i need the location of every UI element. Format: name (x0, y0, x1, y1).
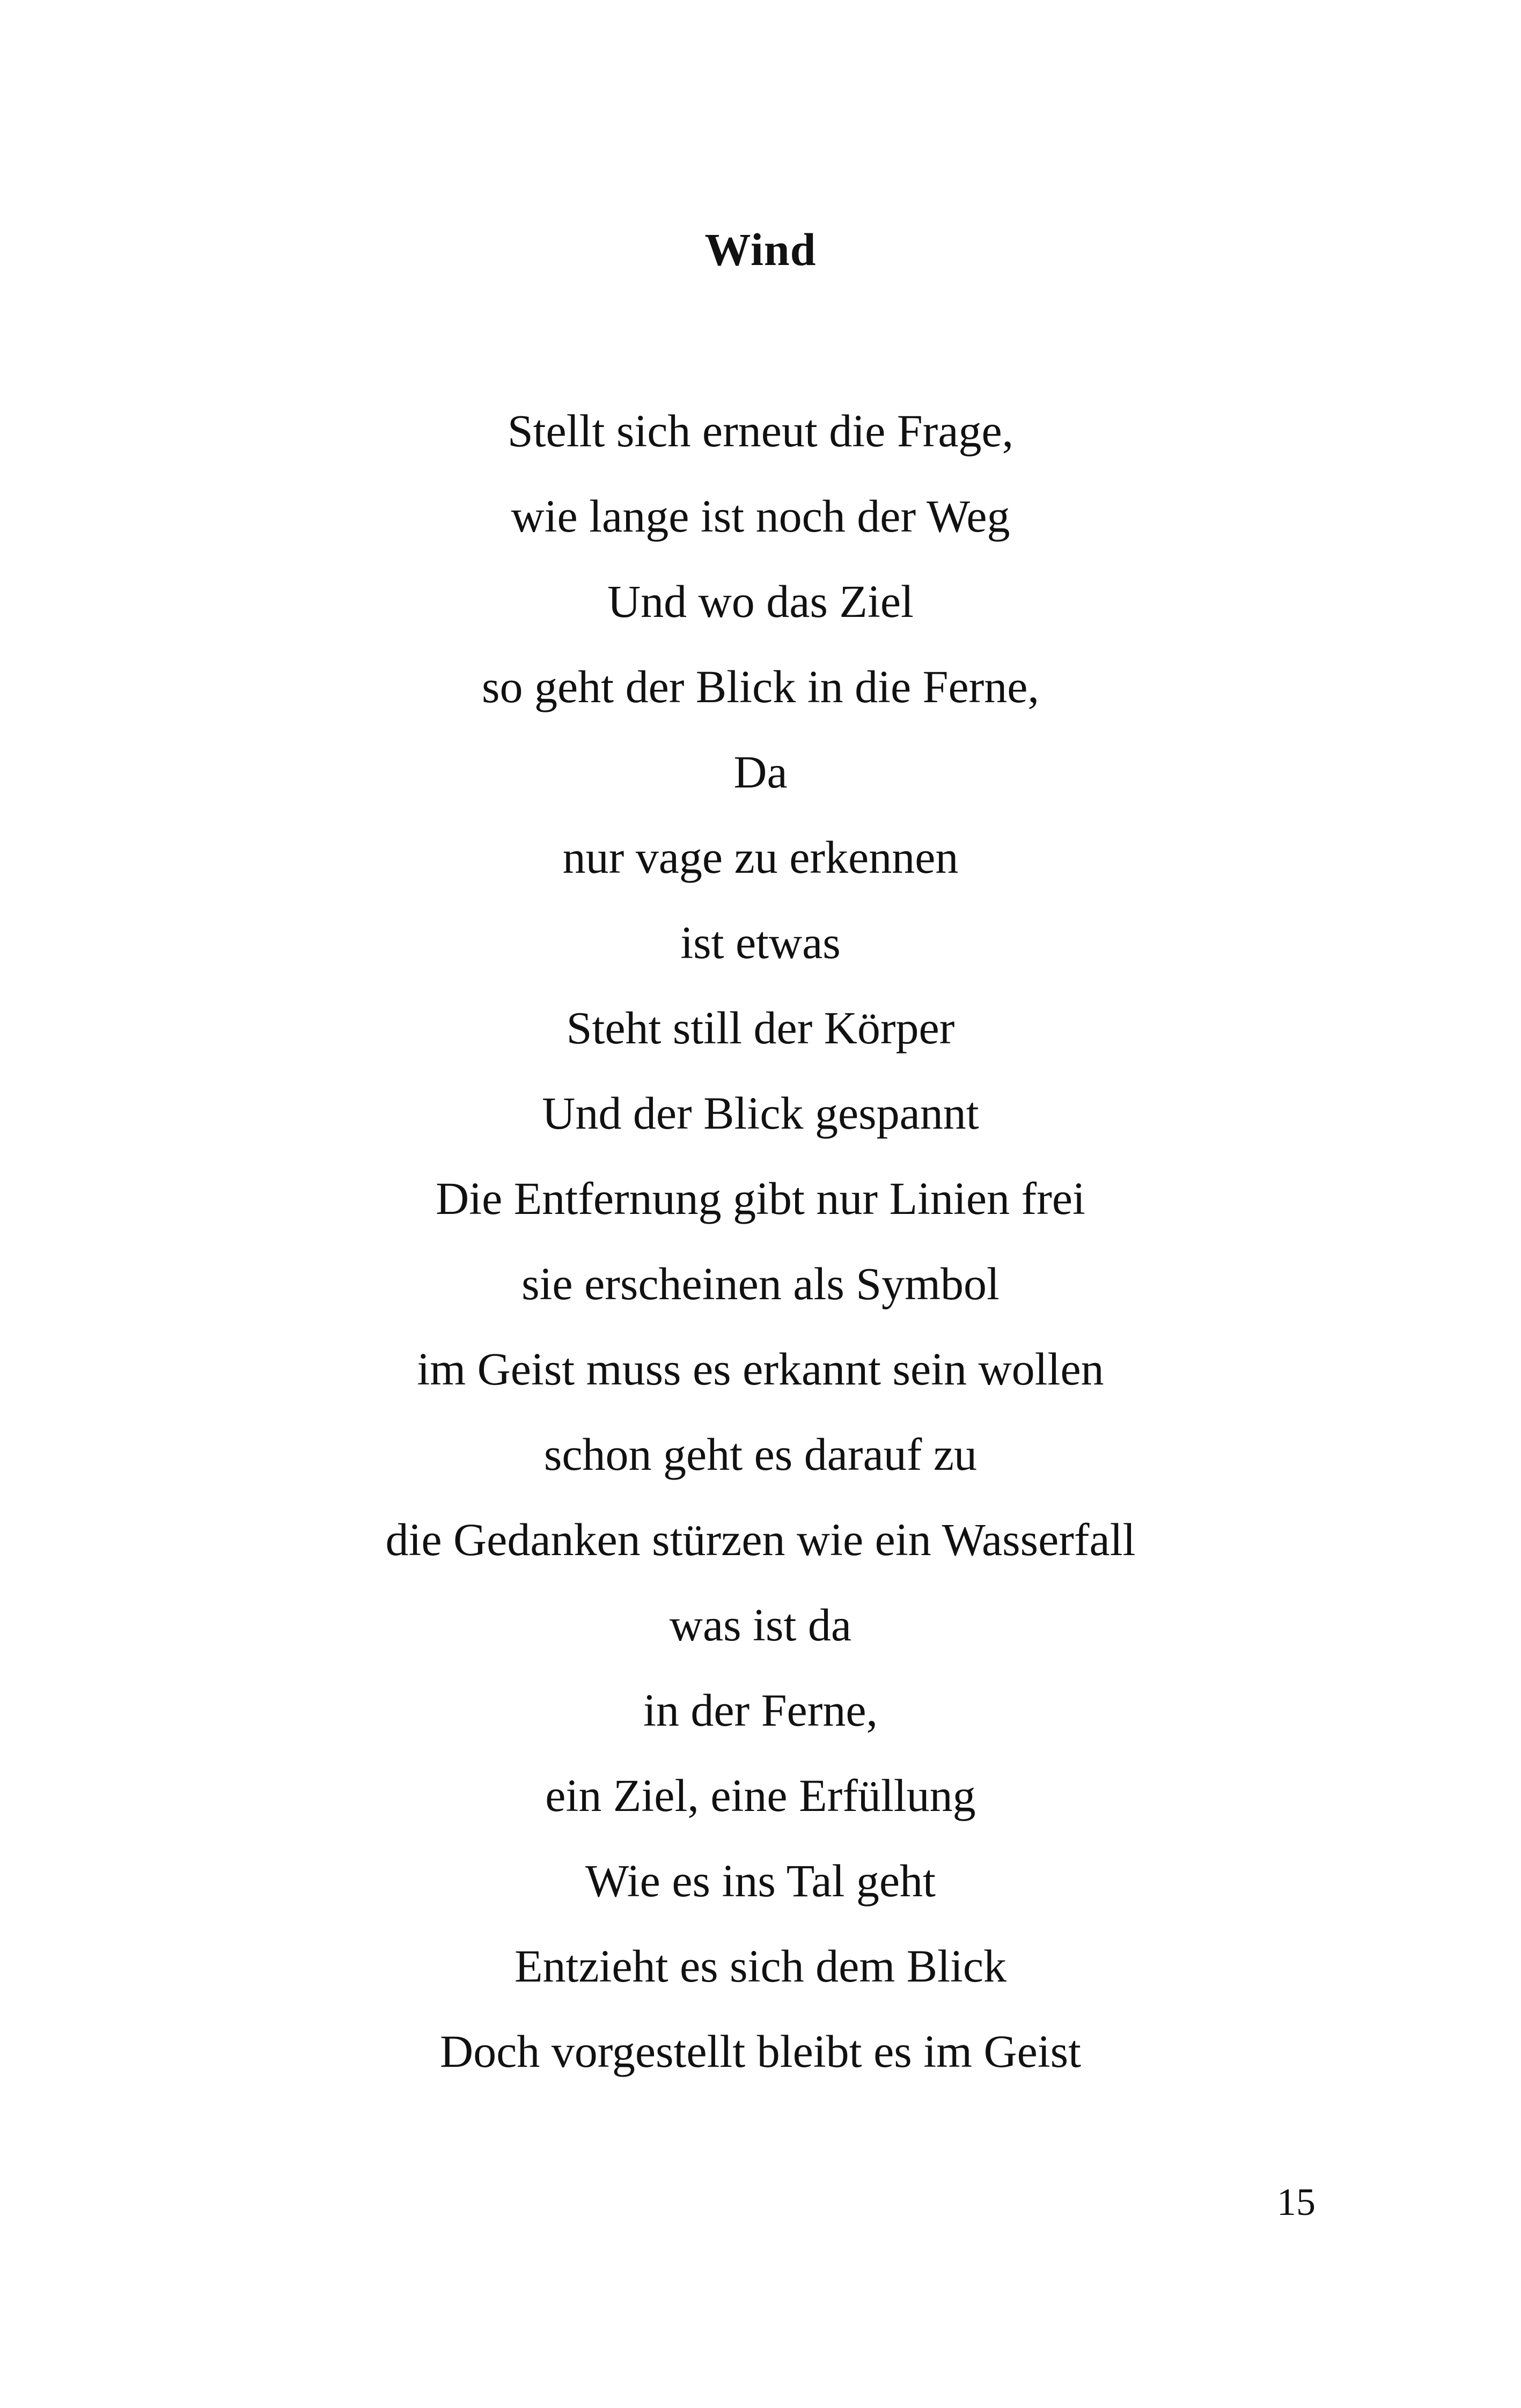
poem-line: Da (733, 746, 788, 798)
poem-line: die Gedanken stürzen wie ein Wasserfall (385, 1514, 1136, 1565)
poem-line: Wie es ins Tal geht (585, 1855, 936, 1906)
poem-line: ein Ziel, eine Erfüllung (545, 1770, 976, 1821)
page-number: 15 (1277, 2181, 1316, 2223)
poem-line: Stellt sich erneut die Frage, (507, 405, 1014, 456)
poem-line: Die Entfernung gibt nur Linien frei (436, 1173, 1085, 1224)
poem-line: nur vage zu erkennen (562, 831, 959, 883)
poem-line: was ist da (669, 1599, 852, 1651)
poem-line: schon geht es darauf zu (543, 1428, 978, 1480)
poem-line: Und wo das Ziel (607, 576, 914, 627)
poem-line: Steht still der Körper (566, 1002, 955, 1054)
poem-line: im Geist muss es erkannt sein wollen (417, 1343, 1104, 1395)
poem-line: Doch vorgestellt bleibt es im Geist (439, 2026, 1082, 2077)
poem-line: Entzieht es sich dem Blick (514, 1940, 1007, 1992)
poem-body (0, 388, 1521, 2094)
poem-line: Und der Blick gespannt (542, 1087, 979, 1139)
poem-line: wie lange ist noch der Weg (511, 490, 1010, 542)
poem-line: so geht der Blick in die Ferne, (482, 661, 1039, 712)
poem-line: sie erscheinen als Symbol (521, 1258, 1000, 1309)
poem-line: in der Ferne, (643, 1684, 878, 1736)
poem-line: ist etwas (680, 917, 841, 968)
poem-title: Wind (704, 224, 817, 275)
